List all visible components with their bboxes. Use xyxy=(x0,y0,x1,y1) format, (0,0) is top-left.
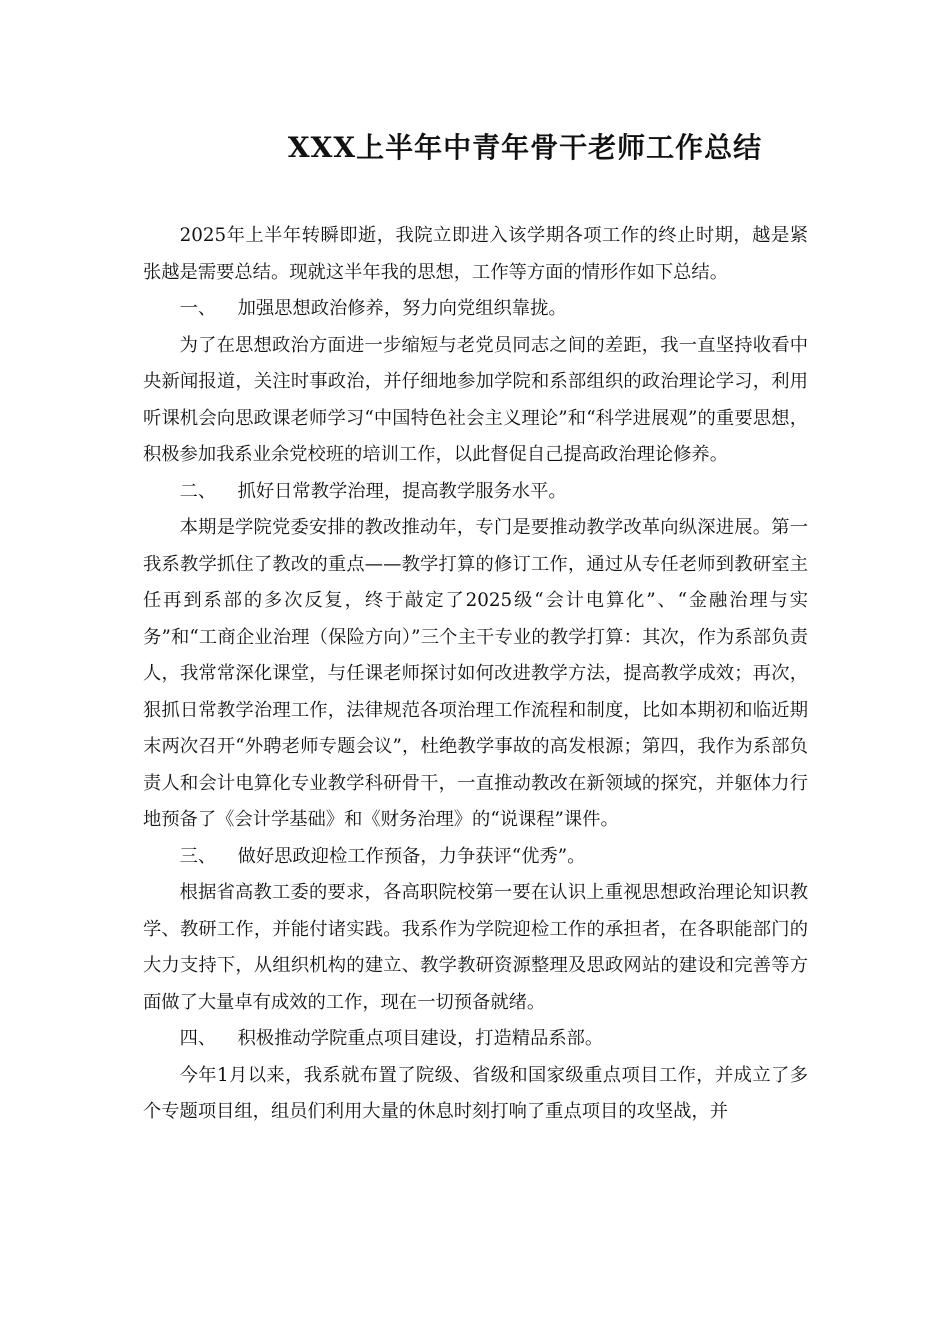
section-paragraph-2: 本期是学院党委安排的教改推动年，专门是要推动教学改革向纵深进展。第一我系教学抓住了教改的重点——教学打算的修订工作，通过从专任老师到教研室主任再到系部的多次反复，终于敲定了2025级“会计电算化”、“金融治理与实务”和“工商企业治理（保险方向）”三个主干专业的教学打算：其次，作为系部负责人，我常常深化课堂，与任课老师探讨如何改进教学方法，提高教学成效；再次，狠抓日常教学治理工作，法律规范各项治理工作流程和制度，比如本期初和临近期末两次召开“外聘老师专题会议”，杜绝教学事故的高发根源；第四，我作为系部负责人和会计电算化专业教学科研骨干，一直推动教改在新领域的探究，并躯体力行地预备了《会计学基础》和《财务治理》的“说课程”课件。 xyxy=(143,517,808,830)
section-heading-text: 积极推动学院重点项目建设，打造精品系部。 xyxy=(237,1028,604,1049)
section-number: 三、 xyxy=(179,845,217,867)
intro-paragraph: 2025年上半年转瞬即逝，我院立即进入该学期各项工作的终止时期，越是紧张越是需要总结。现就这半年我的思想，工作等方面的情形作如下总结。 xyxy=(143,225,808,283)
section-number: 二、 xyxy=(179,480,217,502)
section-paragraph-3: 根据省高教工委的要求，各高职院校第一要在认识上重视思想政治理论知识教学、教研工作，并能付诸实践。我系作为学院迎检工作的承担者，在各职能部门的大力支持下，从组织机构的建立、教学教研资源整理及思政网站的建设和完善等方面做了大量卓有成效的工作，现在一切预备就绪。 xyxy=(143,882,808,1013)
section-heading-text: 抓好日常教学治理，提高教学服务水平。 xyxy=(237,480,567,502)
section-heading-4 xyxy=(143,1021,808,1058)
section-number: 四、 xyxy=(179,1028,217,1049)
section-number: 一、 xyxy=(179,298,217,319)
section-heading-text: 做好思政迎检工作预备，力争获评“优秀”。 xyxy=(237,845,586,867)
section-paragraph-4: 今年1月以来，我系就布置了院级、省级和国家级重点项目工作，并成立了多个专题项目组，组员们利用大量的休息时刻打响了重点项目的攻坚战，并 xyxy=(143,1064,808,1122)
section-heading-2 xyxy=(143,474,808,511)
document-body xyxy=(143,218,808,1131)
section-heading-1 xyxy=(143,291,808,328)
document-title: XXX上半年中青年骨干老师工作总结 xyxy=(287,131,763,164)
section-heading-3 xyxy=(143,839,808,876)
section-heading-text: 加强思想政治修养，努力向党组织靠拢。 xyxy=(237,298,567,319)
section-paragraph-1: 为了在思想政治方面进一步缩短与老党员同志之间的差距，我一直坚持收看中央新闻报道，关注时事政治，并仔细地参加学院和系部组织的政治理论学习，利用听课机会向思政课老师学习“中国特色社会主义理论”和“科学进展观”的重要思想，积极参加我系业余党校班的培训工作，以此督促自己提高政治理论修养。 xyxy=(143,334,808,465)
